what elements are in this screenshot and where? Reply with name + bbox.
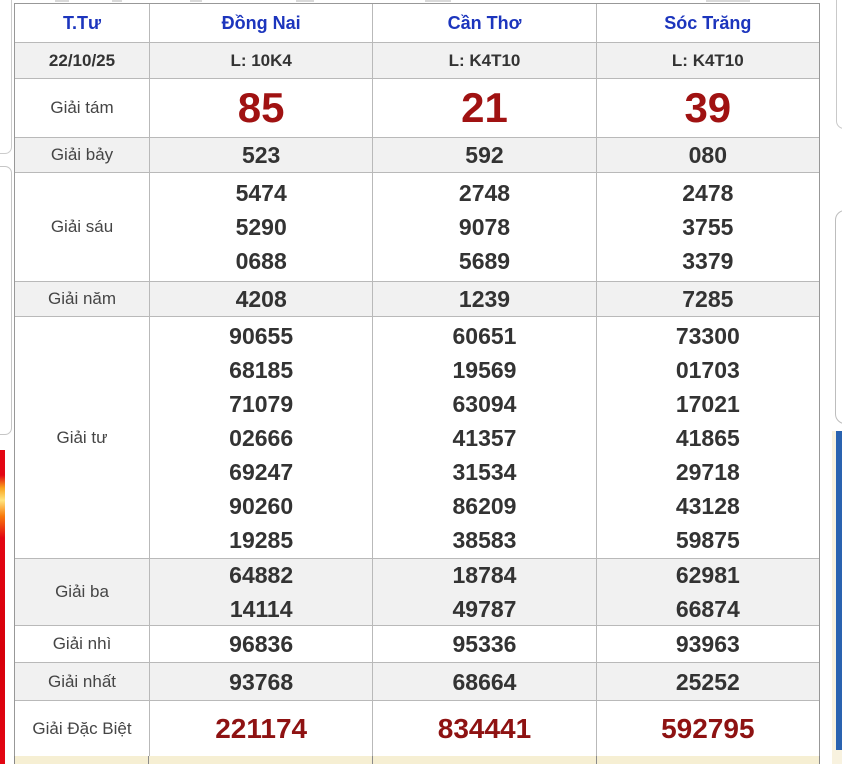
cropped-content-fragment bbox=[55, 0, 69, 2]
prize-row-label: Giải tám bbox=[50, 98, 114, 117]
prize-number: 69247 bbox=[229, 458, 294, 485]
prize-number-list bbox=[597, 663, 819, 700]
prize-row-label: Giải bảy bbox=[50, 145, 114, 164]
day-header: T.Tư bbox=[62, 12, 102, 33]
prize-cell bbox=[149, 559, 372, 625]
prize-number: 90655 bbox=[229, 322, 294, 349]
prize-number: 18784 bbox=[452, 562, 517, 588]
prize-number: 95336 bbox=[452, 631, 517, 657]
prize-number: 49787 bbox=[452, 596, 517, 622]
prize-number: 14114 bbox=[229, 596, 293, 622]
prize-number-list bbox=[373, 282, 595, 316]
prize-number: 73300 bbox=[675, 322, 740, 349]
prize-row-8 bbox=[15, 700, 819, 756]
province-header-soc-trang[interactable]: Sóc Trăng bbox=[596, 4, 819, 42]
prize-cell bbox=[596, 317, 819, 558]
prize-number: 21 bbox=[461, 84, 508, 131]
left-panel-border-fragment bbox=[0, 166, 12, 435]
table-header-row bbox=[15, 4, 819, 42]
prize-cell bbox=[372, 559, 595, 625]
prize-number: 71079 bbox=[229, 390, 294, 417]
prize-number: 96836 bbox=[229, 631, 294, 657]
prize-row-2 bbox=[15, 172, 819, 281]
prize-cell bbox=[149, 317, 372, 558]
prize-number: 63094 bbox=[452, 390, 517, 417]
column-divider bbox=[596, 756, 597, 764]
prize-number-list bbox=[373, 663, 595, 700]
right-banner-fragment bbox=[836, 431, 842, 750]
prize-number: 834441 bbox=[437, 712, 532, 744]
prize-number-list bbox=[150, 317, 372, 558]
prize-number-list bbox=[597, 138, 819, 172]
prize-number: 90260 bbox=[229, 492, 294, 519]
prize-number: 29718 bbox=[675, 458, 740, 485]
prize-number-list bbox=[150, 282, 372, 316]
prize-row-5 bbox=[15, 558, 819, 625]
prize-number-list bbox=[373, 138, 595, 172]
prize-number-list bbox=[150, 173, 372, 281]
prize-cell bbox=[596, 79, 819, 137]
prize-number: 62981 bbox=[675, 562, 740, 588]
prize-number: 592 bbox=[465, 142, 504, 168]
prize-number-list bbox=[150, 79, 372, 137]
prize-number: 41865 bbox=[675, 424, 740, 451]
cropped-content-fragment bbox=[112, 0, 122, 2]
prize-number-list bbox=[150, 663, 372, 700]
prize-number-list bbox=[597, 79, 819, 137]
prize-cell bbox=[372, 79, 595, 137]
prize-number-list bbox=[597, 626, 819, 662]
prize-row-label: Giải ba bbox=[55, 582, 109, 601]
prize-number-list bbox=[373, 173, 595, 281]
prize-cell bbox=[372, 626, 595, 662]
prize-number-list bbox=[150, 138, 372, 172]
prize-number: 38583 bbox=[452, 526, 517, 553]
prize-number: 080 bbox=[688, 142, 727, 168]
prize-number-list bbox=[373, 559, 595, 625]
prize-row-label: Giải nhì bbox=[52, 634, 112, 653]
prize-number: 60651 bbox=[452, 322, 517, 349]
prize-cell bbox=[596, 626, 819, 662]
prize-number-list bbox=[150, 701, 372, 756]
prize-number: 17021 bbox=[675, 390, 740, 417]
prize-number: 2748 bbox=[458, 180, 511, 206]
province-header-can-tho[interactable]: Cần Thơ bbox=[372, 4, 595, 42]
prize-number: 3755 bbox=[682, 214, 734, 240]
cropped-content-fragment bbox=[296, 0, 314, 2]
prize-cell bbox=[149, 282, 372, 316]
prize-number-list bbox=[150, 626, 372, 662]
prize-cell bbox=[149, 79, 372, 137]
prize-row-label: Giải tư bbox=[56, 427, 108, 447]
prize-number: 592795 bbox=[661, 712, 755, 744]
prize-number: 4208 bbox=[235, 286, 287, 312]
prize-row-6 bbox=[15, 625, 819, 662]
prize-number: 9078 bbox=[458, 214, 511, 240]
prize-cell bbox=[372, 317, 595, 558]
prize-row-label: Giải sáu bbox=[50, 217, 114, 236]
prize-number: 19569 bbox=[452, 356, 517, 383]
prize-row-label: Giải Đặc Biệt bbox=[32, 718, 132, 738]
column-divider bbox=[372, 756, 373, 764]
prize-number-list bbox=[150, 559, 372, 625]
prize-number: 3379 bbox=[682, 248, 734, 274]
prize-cell bbox=[372, 173, 595, 281]
prize-cell bbox=[372, 138, 595, 172]
prize-number: 523 bbox=[241, 142, 281, 168]
prize-row-4 bbox=[15, 316, 819, 558]
draw-date: 22/10/25 bbox=[48, 50, 116, 70]
prize-cell bbox=[596, 701, 819, 756]
prize-cell bbox=[372, 663, 595, 700]
date-row bbox=[15, 42, 819, 78]
prize-number: 7285 bbox=[682, 286, 734, 312]
prize-row-1 bbox=[15, 137, 819, 172]
prize-number-list bbox=[373, 317, 595, 558]
prize-number-list bbox=[597, 282, 819, 316]
prize-cell bbox=[596, 138, 819, 172]
prize-number: 25252 bbox=[675, 668, 740, 695]
prize-number-list bbox=[597, 559, 819, 625]
prize-number: 5474 bbox=[235, 180, 287, 206]
prize-number-list bbox=[373, 626, 595, 662]
prize-cell bbox=[596, 559, 819, 625]
prize-number: 41357 bbox=[452, 424, 517, 451]
prize-number: 5290 bbox=[235, 214, 287, 240]
prize-number: 85 bbox=[237, 84, 285, 131]
prize-number: 1239 bbox=[458, 286, 511, 312]
next-row-fragment bbox=[14, 756, 820, 764]
prize-number: 68185 bbox=[229, 356, 294, 383]
prize-number: 01703 bbox=[675, 356, 740, 383]
prize-number: 02666 bbox=[229, 424, 294, 451]
prize-number: 31534 bbox=[452, 458, 517, 485]
prize-number: 19285 bbox=[229, 526, 294, 553]
prize-row-label: Giải năm bbox=[47, 289, 117, 308]
right-panel-border-fragment bbox=[835, 210, 842, 424]
prize-number: 68664 bbox=[452, 668, 517, 695]
prize-number-list bbox=[597, 701, 819, 756]
prize-number: 64882 bbox=[229, 562, 294, 588]
prize-number-list bbox=[597, 317, 819, 558]
prize-number-list bbox=[373, 79, 595, 137]
prize-cell bbox=[149, 663, 372, 700]
prize-cell bbox=[596, 663, 819, 700]
cropped-content-fragment bbox=[190, 0, 202, 2]
province-header-dong-nai[interactable]: Đồng Nai bbox=[149, 4, 372, 42]
prize-cell bbox=[596, 173, 819, 281]
prize-number: 2478 bbox=[682, 180, 734, 206]
prize-number: 221174 bbox=[215, 712, 308, 744]
lottery-results-table bbox=[14, 3, 820, 757]
prize-number: 93963 bbox=[675, 631, 740, 657]
prize-number: 93768 bbox=[229, 668, 294, 695]
left-banner-fragment bbox=[0, 450, 5, 764]
prize-cell bbox=[372, 701, 595, 756]
prize-row-7 bbox=[15, 662, 819, 700]
draw-code: L: K4T10 bbox=[596, 43, 819, 78]
prize-number: 0688 bbox=[235, 248, 287, 274]
prize-rows bbox=[15, 78, 819, 756]
cropped-content-fragment bbox=[706, 0, 750, 2]
prize-number-list bbox=[373, 701, 595, 756]
draw-code: L: K4T10 bbox=[372, 43, 595, 78]
cropped-content-fragment bbox=[425, 0, 451, 2]
prize-cell bbox=[596, 282, 819, 316]
prize-number: 43128 bbox=[675, 492, 740, 519]
prize-number: 86209 bbox=[452, 492, 517, 519]
prize-row-3 bbox=[15, 281, 819, 316]
draw-code: L: 10K4 bbox=[149, 43, 372, 78]
prize-number: 39 bbox=[684, 84, 732, 131]
prize-row-label: Giải nhất bbox=[47, 671, 117, 691]
prize-cell bbox=[149, 138, 372, 172]
left-panel-border-fragment bbox=[0, 0, 12, 154]
prize-cell bbox=[149, 173, 372, 281]
prize-row-0 bbox=[15, 78, 819, 137]
prize-cell bbox=[372, 282, 595, 316]
prize-cell bbox=[149, 701, 372, 756]
prize-number: 66874 bbox=[675, 596, 740, 622]
prize-cell bbox=[149, 626, 372, 662]
right-panel-border-fragment bbox=[836, 0, 842, 129]
column-divider bbox=[148, 756, 149, 764]
prize-number: 59875 bbox=[675, 526, 740, 553]
prize-number-list bbox=[597, 173, 819, 281]
prize-number: 5689 bbox=[458, 248, 511, 274]
